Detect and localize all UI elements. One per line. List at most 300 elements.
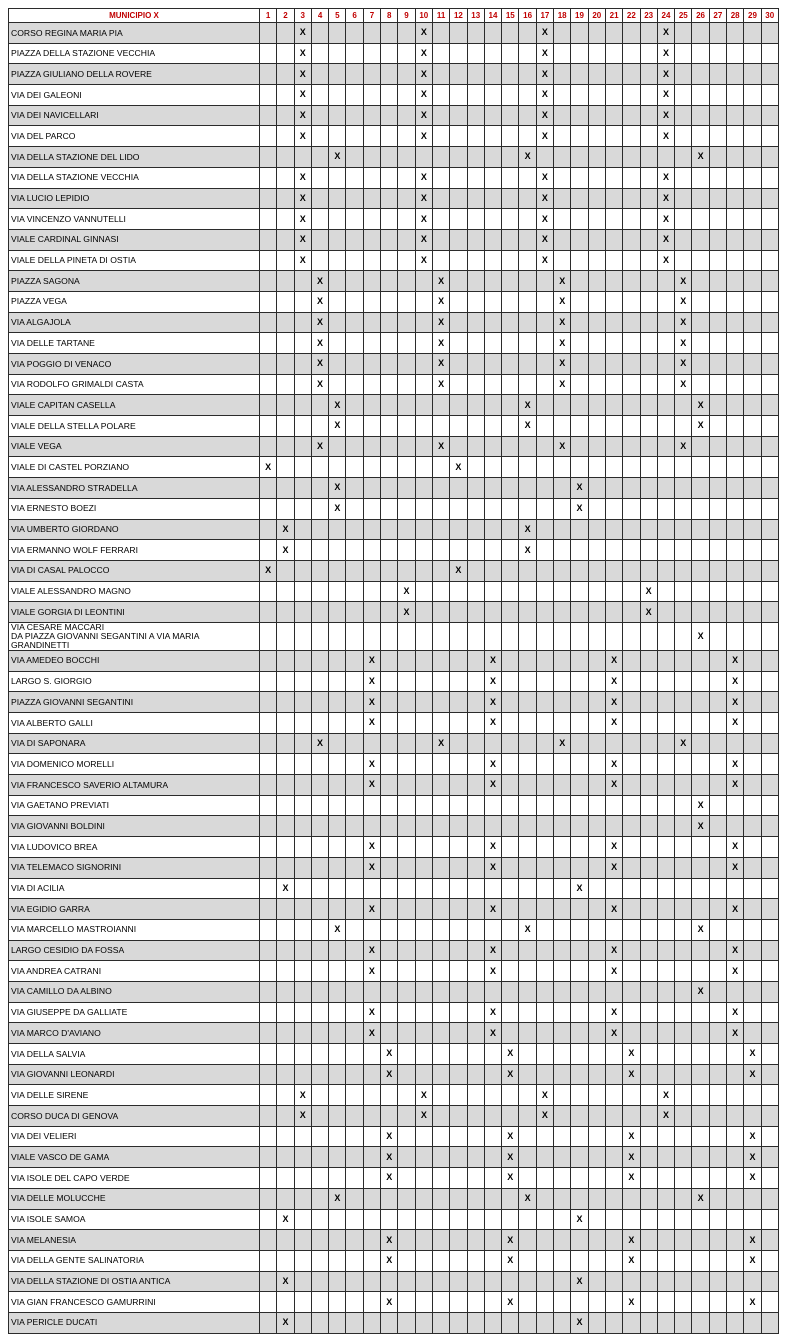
day-cell: [761, 271, 778, 292]
day-cell: [467, 878, 484, 899]
street-name-text: VIA DOMENICO MORELLI: [11, 758, 115, 769]
day-mark: X: [536, 85, 553, 106]
table-row: [9, 1312, 779, 1333]
day-cell: [502, 899, 519, 920]
day-cell: [554, 837, 571, 858]
day-cell: [432, 250, 449, 271]
day-mark: X: [536, 126, 553, 147]
day-mark: X: [623, 1230, 640, 1251]
day-cell: [346, 1064, 363, 1085]
day-cell: [467, 1002, 484, 1023]
day-cell: [484, 250, 501, 271]
day-cell: [744, 1023, 761, 1044]
day-cell: [657, 1209, 674, 1230]
street-name: [9, 733, 260, 754]
day-mark: X: [692, 395, 709, 416]
table-row: [9, 209, 779, 230]
day-cell: [640, 857, 657, 878]
day-cell: [519, 733, 536, 754]
day-cell: [363, 981, 380, 1002]
day-cell: [432, 209, 449, 230]
day-cell: [588, 333, 605, 354]
day-cell: [675, 581, 692, 602]
day-cell: [605, 312, 622, 333]
street-name-text: PIAZZA DELLA STAZIONE VECCHIA: [11, 48, 156, 59]
day-cell: [381, 1209, 398, 1230]
day-cell: [415, 271, 432, 292]
day-cell: [329, 1230, 346, 1251]
day-cell: [519, 498, 536, 519]
day-cell: [398, 650, 415, 671]
day-cell: [519, 816, 536, 837]
day-mark: X: [294, 209, 311, 230]
day-cell: [744, 250, 761, 271]
day-header: 24: [657, 9, 674, 23]
day-cell: [502, 1106, 519, 1127]
day-cell: [363, 43, 380, 64]
day-cell: [311, 519, 328, 540]
day-cell: [605, 1044, 622, 1065]
day-cell: [260, 1147, 277, 1168]
day-cell: [277, 333, 294, 354]
day-cell: [519, 878, 536, 899]
day-cell: [519, 250, 536, 271]
day-cell: [484, 816, 501, 837]
day-cell: [502, 147, 519, 168]
day-cell: [657, 857, 674, 878]
day-cell: [277, 312, 294, 333]
day-cell: [571, 147, 588, 168]
header-row: [9, 9, 779, 23]
street-name: [9, 1168, 260, 1189]
day-cell: [311, 1147, 328, 1168]
day-cell: [398, 416, 415, 437]
day-cell: [605, 333, 622, 354]
day-cell: [398, 1188, 415, 1209]
day-mark: X: [294, 126, 311, 147]
day-cell: [381, 795, 398, 816]
day-cell: [502, 692, 519, 713]
day-mark: X: [519, 919, 536, 940]
day-cell: [761, 147, 778, 168]
day-mark: X: [727, 899, 744, 920]
street-name: [9, 1250, 260, 1271]
day-cell: [398, 126, 415, 147]
day-cell: [571, 519, 588, 540]
day-cell: [415, 1230, 432, 1251]
day-cell: [450, 519, 467, 540]
street-name-text: VIA DEI NAVICELLARI: [11, 110, 99, 121]
day-cell: [640, 1312, 657, 1333]
day-mark: X: [484, 650, 501, 671]
day-cell: [329, 250, 346, 271]
day-cell: [398, 312, 415, 333]
day-mark: X: [415, 64, 432, 85]
day-cell: [692, 1044, 709, 1065]
day-cell: [744, 478, 761, 499]
day-cell: [588, 64, 605, 85]
day-cell: [709, 837, 726, 858]
day-cell: [588, 857, 605, 878]
day-cell: [432, 1271, 449, 1292]
day-cell: [346, 1168, 363, 1189]
day-cell: [381, 498, 398, 519]
day-cell: [554, 919, 571, 940]
street-name-text: VIA EGIDIO GARRA: [11, 903, 90, 914]
day-cell: [692, 291, 709, 312]
day-cell: [536, 1209, 553, 1230]
day-cell: [467, 457, 484, 478]
day-cell: [709, 1147, 726, 1168]
day-cell: [605, 395, 622, 416]
day-cell: [588, 961, 605, 982]
day-cell: [727, 540, 744, 561]
day-cell: [346, 291, 363, 312]
day-mark: X: [329, 147, 346, 168]
day-cell: [450, 1126, 467, 1147]
day-cell: [519, 354, 536, 375]
day-cell: [294, 312, 311, 333]
day-cell: [450, 1209, 467, 1230]
day-mark: X: [727, 940, 744, 961]
day-cell: [260, 1023, 277, 1044]
day-cell: [432, 1209, 449, 1230]
day-mark: X: [450, 560, 467, 581]
day-cell: [519, 857, 536, 878]
table-row: [9, 1168, 779, 1189]
day-cell: [571, 1002, 588, 1023]
day-cell: [277, 64, 294, 85]
day-cell: [484, 560, 501, 581]
day-cell: [450, 229, 467, 250]
day-cell: [588, 354, 605, 375]
table-row: [9, 1023, 779, 1044]
day-mark: X: [536, 1085, 553, 1106]
day-cell: [605, 581, 622, 602]
day-cell: [536, 1230, 553, 1251]
day-cell: [657, 692, 674, 713]
day-cell: [623, 733, 640, 754]
day-header: 21: [605, 9, 622, 23]
day-cell: [502, 354, 519, 375]
table-row: [9, 1271, 779, 1292]
day-cell: [640, 478, 657, 499]
day-cell: [415, 1292, 432, 1313]
day-cell: [519, 1250, 536, 1271]
table-row: [9, 457, 779, 478]
day-header: 23: [640, 9, 657, 23]
day-cell: [346, 1002, 363, 1023]
day-cell: [363, 1312, 380, 1333]
day-cell: [588, 878, 605, 899]
day-cell: [450, 775, 467, 796]
street-name: [9, 837, 260, 858]
day-cell: [554, 498, 571, 519]
day-mark: X: [640, 581, 657, 602]
day-cell: [692, 229, 709, 250]
day-cell: [346, 671, 363, 692]
day-cell: [554, 961, 571, 982]
street-name: [9, 795, 260, 816]
day-cell: [588, 602, 605, 623]
day-header: 6: [346, 9, 363, 23]
day-cell: [761, 126, 778, 147]
day-cell: [744, 795, 761, 816]
day-cell: [415, 416, 432, 437]
day-cell: [675, 1126, 692, 1147]
day-mark: X: [363, 754, 380, 775]
table-row: [9, 1044, 779, 1065]
day-cell: [744, 43, 761, 64]
day-cell: [277, 147, 294, 168]
day-header: 7: [363, 9, 380, 23]
day-cell: [657, 1312, 674, 1333]
day-cell: [623, 692, 640, 713]
day-cell: [605, 1147, 622, 1168]
day-cell: [484, 85, 501, 106]
day-cell: [484, 229, 501, 250]
day-cell: [346, 1085, 363, 1106]
day-cell: [398, 436, 415, 457]
day-cell: [484, 23, 501, 44]
day-cell: [536, 354, 553, 375]
day-cell: [675, 1188, 692, 1209]
day-cell: [502, 540, 519, 561]
day-cell: [467, 940, 484, 961]
day-cell: [657, 795, 674, 816]
day-cell: [277, 754, 294, 775]
day-cell: [329, 1292, 346, 1313]
day-cell: [657, 416, 674, 437]
day-cell: [467, 1126, 484, 1147]
day-cell: [692, 1106, 709, 1127]
day-cell: [260, 857, 277, 878]
day-cell: [329, 64, 346, 85]
day-mark: X: [623, 1044, 640, 1065]
table-row: [9, 291, 779, 312]
day-cell: [260, 498, 277, 519]
street-name-text: VIA DELLA GENTE SALINATORIA: [11, 1255, 144, 1266]
day-mark: X: [484, 1002, 501, 1023]
day-cell: [450, 333, 467, 354]
day-mark: X: [484, 899, 501, 920]
day-cell: [605, 1312, 622, 1333]
day-mark: X: [329, 478, 346, 499]
day-cell: [329, 354, 346, 375]
day-cell: [761, 291, 778, 312]
day-cell: [536, 622, 553, 650]
day-cell: [381, 899, 398, 920]
day-cell: [588, 650, 605, 671]
day-cell: [675, 416, 692, 437]
day-cell: [571, 105, 588, 126]
day-cell: [484, 436, 501, 457]
day-cell: [744, 692, 761, 713]
day-cell: [709, 126, 726, 147]
day-cell: [398, 1126, 415, 1147]
street-name-text: VIALE GORGIA DI LEONTINI: [11, 606, 125, 617]
street-name: [9, 374, 260, 395]
day-cell: [346, 105, 363, 126]
day-cell: [329, 209, 346, 230]
day-header: 13: [467, 9, 484, 23]
street-name: [9, 816, 260, 837]
day-cell: [605, 64, 622, 85]
day-cell: [450, 581, 467, 602]
day-cell: [484, 1271, 501, 1292]
day-mark: X: [605, 713, 622, 734]
day-cell: [554, 395, 571, 416]
day-cell: [640, 981, 657, 1002]
day-cell: [727, 1292, 744, 1313]
day-cell: [484, 209, 501, 230]
day-cell: [311, 167, 328, 188]
day-cell: [432, 1168, 449, 1189]
table-row: [9, 23, 779, 44]
day-mark: X: [571, 498, 588, 519]
day-mark: X: [484, 775, 501, 796]
day-cell: [536, 1147, 553, 1168]
day-mark: X: [692, 795, 709, 816]
day-cell: [761, 650, 778, 671]
day-cell: [260, 478, 277, 499]
day-cell: [294, 1271, 311, 1292]
day-cell: [363, 733, 380, 754]
street-name-text: VIA PERICLE DUCATI: [11, 1317, 98, 1328]
street-name-text: VIA ALGAJOLA: [11, 317, 71, 328]
day-cell: [554, 1106, 571, 1127]
day-cell: [727, 816, 744, 837]
day-cell: [675, 961, 692, 982]
day-cell: [640, 291, 657, 312]
day-cell: [640, 1168, 657, 1189]
street-name-text: VIA DELLA STAZIONE DI OSTIA ANTICA: [11, 1276, 171, 1287]
day-mark: X: [277, 540, 294, 561]
day-mark: X: [623, 1126, 640, 1147]
day-cell: [571, 919, 588, 940]
day-header: 14: [484, 9, 501, 23]
day-cell: [675, 837, 692, 858]
day-cell: [277, 126, 294, 147]
day-mark: X: [727, 713, 744, 734]
day-cell: [640, 147, 657, 168]
day-cell: [761, 1002, 778, 1023]
day-cell: [415, 1312, 432, 1333]
day-cell: [415, 940, 432, 961]
day-mark: X: [294, 167, 311, 188]
street-name: [9, 692, 260, 713]
day-cell: [588, 754, 605, 775]
day-cell: [761, 754, 778, 775]
street-name-text: VIA FRANCESCO SAVERIO ALTAMURA: [11, 779, 169, 790]
day-cell: [294, 540, 311, 561]
day-cell: [346, 126, 363, 147]
day-cell: [484, 1250, 501, 1271]
day-mark: X: [329, 1188, 346, 1209]
day-cell: [398, 271, 415, 292]
day-cell: [657, 436, 674, 457]
day-cell: [657, 981, 674, 1002]
day-cell: [277, 1147, 294, 1168]
day-cell: [432, 1292, 449, 1313]
day-cell: [519, 1126, 536, 1147]
day-cell: [450, 981, 467, 1002]
day-cell: [311, 1002, 328, 1023]
day-cell: [675, 622, 692, 650]
day-cell: [398, 878, 415, 899]
day-cell: [311, 857, 328, 878]
day-cell: [761, 478, 778, 499]
day-mark: X: [692, 919, 709, 940]
day-mark: X: [415, 1085, 432, 1106]
day-cell: [484, 333, 501, 354]
day-cell: [709, 581, 726, 602]
day-cell: [398, 374, 415, 395]
day-cell: [363, 1064, 380, 1085]
day-header: 12: [450, 9, 467, 23]
day-cell: [519, 1147, 536, 1168]
day-cell: [761, 167, 778, 188]
day-cell: [623, 167, 640, 188]
day-cell: [640, 1106, 657, 1127]
day-cell: [415, 775, 432, 796]
day-cell: [260, 581, 277, 602]
day-cell: [623, 581, 640, 602]
day-cell: [467, 961, 484, 982]
day-cell: [761, 981, 778, 1002]
day-cell: [294, 1002, 311, 1023]
day-cell: [623, 540, 640, 561]
day-mark: X: [554, 271, 571, 292]
day-cell: [260, 961, 277, 982]
day-cell: [467, 1064, 484, 1085]
day-cell: [588, 1209, 605, 1230]
day-mark: X: [571, 1312, 588, 1333]
day-cell: [692, 333, 709, 354]
day-cell: [398, 560, 415, 581]
day-cell: [640, 188, 657, 209]
day-cell: [519, 23, 536, 44]
day-cell: [381, 1271, 398, 1292]
day-cell: [588, 312, 605, 333]
day-cell: [484, 188, 501, 209]
day-cell: [536, 436, 553, 457]
day-cell: [502, 229, 519, 250]
day-cell: [571, 250, 588, 271]
day-cell: [311, 692, 328, 713]
day-cell: [346, 271, 363, 292]
day-cell: [554, 1085, 571, 1106]
day-cell: [260, 1209, 277, 1230]
day-cell: [450, 622, 467, 650]
day-mark: X: [363, 713, 380, 734]
day-cell: [329, 85, 346, 106]
day-cell: [692, 899, 709, 920]
day-cell: [640, 105, 657, 126]
day-cell: [605, 795, 622, 816]
day-cell: [640, 795, 657, 816]
day-cell: [709, 354, 726, 375]
day-cell: [450, 1271, 467, 1292]
day-cell: [398, 795, 415, 816]
day-cell: [363, 126, 380, 147]
day-cell: [450, 1106, 467, 1127]
day-cell: [260, 1312, 277, 1333]
day-cell: [657, 754, 674, 775]
day-cell: [744, 209, 761, 230]
day-cell: [536, 1188, 553, 1209]
table-row: [9, 1250, 779, 1271]
